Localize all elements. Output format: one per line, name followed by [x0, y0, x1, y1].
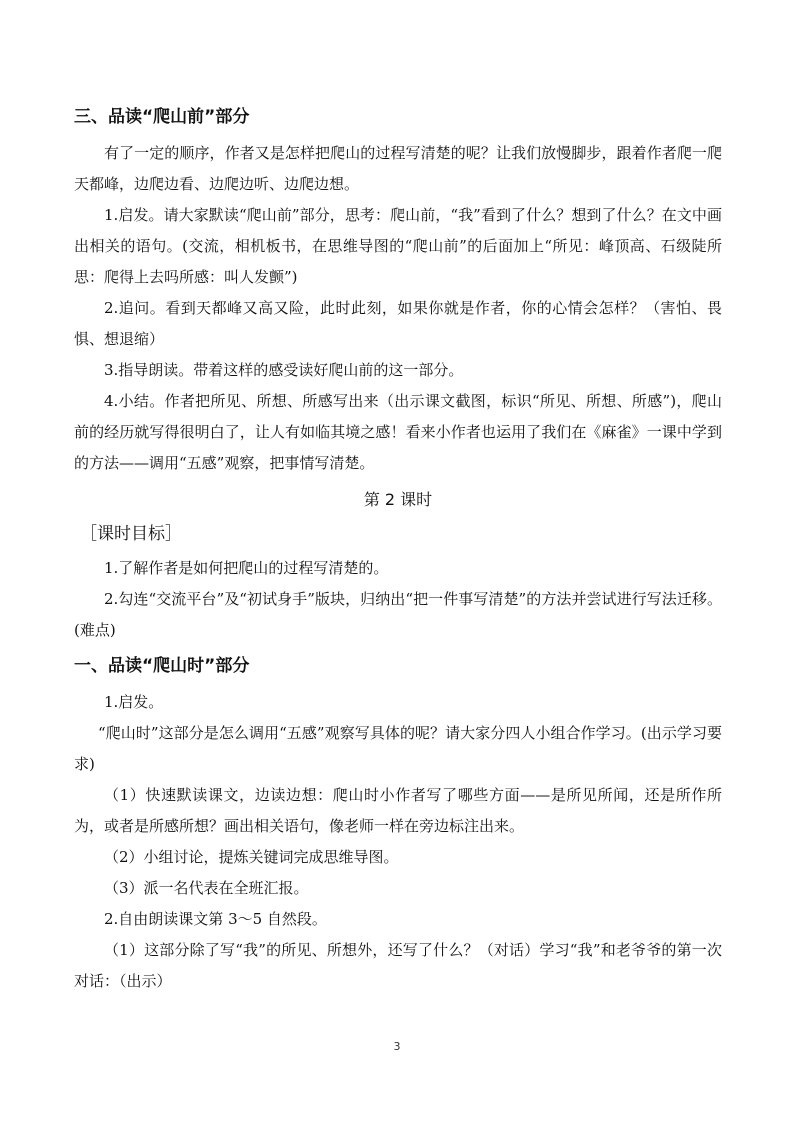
- section-three-item-3: 3.指导朗读。带着这样的感受读好爬山前的这一部分。: [104, 361, 464, 379]
- section-three-item-1: 1.启发。请大家默读“爬山前”部分，思考：爬山前，“我”看到了什么？想到了什么？在文中画出相关的语句。(交流，相机板书，在思维导图的“爬山前”的后面加上“所见：峰顶高、石级陡所思：爬得上去吗所感：叫人发颤”): [74, 206, 722, 286]
- document-body: [74, 103, 722, 997]
- section-one-sub-item-3: （3）派一名代表在全班汇报。: [104, 879, 309, 897]
- section-one-step-1-text: “爬山时”这部分是怎么调用“五感”观察写具体的呢？请大家分四人小组合作学习。(出示学习要求): [74, 724, 722, 773]
- page-number: 3: [393, 1040, 401, 1053]
- section-one-sub-item-1: （1）快速默读课文，边读边想：爬山时小作者写了哪些方面——是所见所闻，还是所作所为，或者是所感所想？画出相关语句，像老师一样在旁边标注出来。: [74, 786, 722, 835]
- section-one-step-1: 1.启发。: [104, 693, 164, 711]
- section-three-intro: 有了一定的顺序，作者又是怎样把爬山的过程写清楚的呢？让我们放慢脚步，跟着作者爬一爬天都峰，边爬边看、边爬边听、边爬边想。: [74, 144, 722, 193]
- section-one-heading: 一、品读“爬山时”部分: [74, 656, 250, 676]
- section-three-heading: 三、品读“爬山前”部分: [74, 107, 250, 127]
- section-three-item-4: 4.小结。作者把所见、所想、所感写出来（出示课文截图，标识“所见、所想、所感”)，爬山前的经历就写得很明白了，让人有如临其境之感！看来小作者也运用了我们在《麻雀》一课中学到的方法——调用“五感”观察，把事情写清楚。: [74, 392, 722, 472]
- section-three-item-2: 2.追问。看到天都峰又高又险，此时此刻，如果你就是作者，你的心情会怎样？（害怕、畏惧、想退缩）: [74, 299, 722, 348]
- section-one-step-2-sub: （1）这部分除了写“我”的所见、所想外，还写了什么？（对话）学习“我”和老爷爷的第一次对话：（出示）: [74, 941, 722, 990]
- section-one-step-2: 2.自由朗读课文第 3～5 自然段。: [104, 910, 327, 928]
- lesson-goals-heading: ［课时目标］: [80, 524, 182, 544]
- section-one-sub-item-2: （2）小组讨论，提炼关键词完成思维导图。: [104, 848, 399, 866]
- lesson-goal-2: 2.勾连“交流平台”及“初试身手”版块，归纳出“把一件事写清楚”的方法并尝试进行写法迁移。(难点): [74, 590, 722, 639]
- lesson-title: 第 2 课时: [363, 490, 433, 509]
- lesson-goal-1: 1.了解作者是如何把爬山的过程写清楚的。: [104, 559, 389, 577]
